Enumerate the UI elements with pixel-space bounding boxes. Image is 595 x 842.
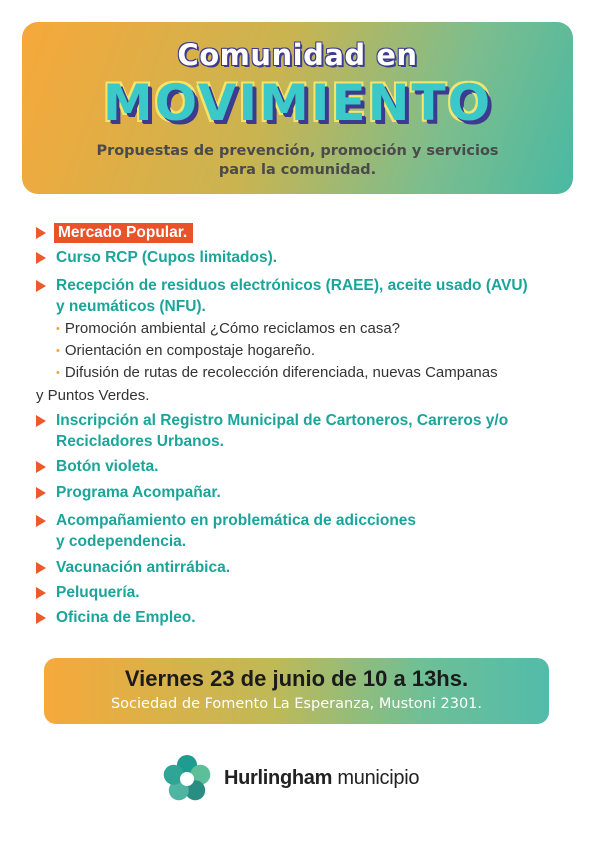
sub-item-text: Promoción ambiental ¿Cómo reciclamos en casa? <box>64 320 401 337</box>
sub-item-text: y Puntos Verdes. <box>36 387 150 404</box>
dot-bullet-icon: • <box>56 367 60 379</box>
arrow-bullet-icon <box>36 612 46 624</box>
event-date: Viernes 23 de junio de 10 a 13hs. <box>124 666 469 691</box>
logo-wordmark <box>224 767 419 790</box>
arrow-bullet-icon <box>36 280 46 292</box>
sub-item-text: Difusión de rutas de recolección diferenciada, nuevas Campanas <box>64 364 498 381</box>
arrow-bullet-icon <box>36 587 46 599</box>
item-text: Curso RCP (Cupos limitados). <box>56 249 278 266</box>
title-line-2: MOVIMIENTO <box>102 74 493 132</box>
item-text: Inscripción al Registro Municipal de Cartoneros, Carreros y/o <box>56 412 509 429</box>
arrow-bullet-icon <box>36 461 46 473</box>
arrow-bullet-icon <box>36 415 46 427</box>
logo-name-light: municipio <box>337 767 420 789</box>
arrow-bullet-icon <box>36 252 46 264</box>
header-banner <box>22 22 573 194</box>
title-line-1: Comunidad en <box>177 38 418 72</box>
sub-item-text: Orientación en compostaje hogareño. <box>64 342 316 359</box>
item-text: Recepción de residuos electrónicos (RAEE), aceite usado (AVU) <box>56 277 528 294</box>
event-box <box>44 658 549 724</box>
arrow-bullet-icon <box>36 487 46 499</box>
flower-logo-icon <box>162 754 212 804</box>
subtitle-line-2: para la comunidad. <box>218 162 377 178</box>
arrow-bullet-icon <box>36 227 46 239</box>
dot-bullet-icon: • <box>56 345 60 357</box>
logo-name-bold: Hurlingham <box>224 767 333 789</box>
item-text: Botón violeta. <box>56 458 159 475</box>
subtitle-line-1: Propuestas de prevención, promoción y servicios <box>96 143 499 159</box>
item-text: y neumáticos (NFU). <box>56 298 206 315</box>
item-text: y codependencia. <box>56 533 187 550</box>
item-text: Acompañamiento en problemática de adicciones <box>56 512 417 529</box>
item-text: Programa Acompañar. <box>56 484 221 501</box>
arrow-bullet-icon <box>36 562 46 574</box>
arrow-bullet-icon <box>36 515 46 527</box>
item-text: Peluquería. <box>56 584 140 601</box>
event-place: Sociedad de Fomento La Esperanza, Mustoni 2301. <box>110 696 483 712</box>
municipality-logo <box>162 754 462 804</box>
item-highlight: Mercado Popular. <box>54 223 193 243</box>
item-text: Oficina de Empleo. <box>56 609 196 626</box>
subtitle <box>42 142 553 180</box>
item-text: Recicladores Urbanos. <box>56 433 224 450</box>
dot-bullet-icon: • <box>56 323 60 335</box>
item-text: Vacunación antirrábica. <box>56 559 231 576</box>
